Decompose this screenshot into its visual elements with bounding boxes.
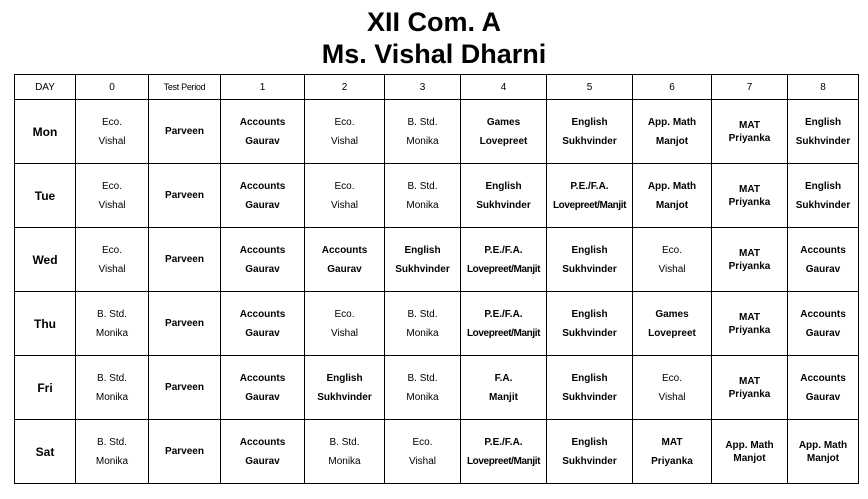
period-cell bbox=[221, 420, 305, 484]
table-row bbox=[15, 164, 859, 228]
period-cell bbox=[385, 420, 461, 484]
subject-label: Eco. bbox=[661, 244, 682, 256]
period-cell bbox=[633, 292, 712, 356]
teacher-label: Priyanka bbox=[728, 388, 771, 400]
teacher-label: Priyanka bbox=[728, 132, 771, 144]
subject-label: Eco. bbox=[334, 116, 355, 128]
subject-label: B. Std. bbox=[96, 372, 127, 384]
subject-label: P.E./F.A. bbox=[484, 244, 523, 256]
subject-label: Parveen bbox=[165, 126, 204, 137]
period-cell bbox=[633, 100, 712, 164]
subject-label: Eco. bbox=[412, 436, 433, 448]
subject-label: English bbox=[804, 180, 842, 192]
period-cell bbox=[76, 100, 149, 164]
teacher-label: Lovepreet bbox=[479, 135, 528, 147]
teacher-label: Priyanka bbox=[728, 196, 771, 208]
period-cell bbox=[149, 100, 221, 164]
header-cell: 5 bbox=[547, 75, 633, 100]
subject-label: B. Std. bbox=[407, 372, 438, 384]
period-cell bbox=[547, 292, 633, 356]
subject-label: Accounts bbox=[239, 244, 286, 256]
subject-label: MAT bbox=[739, 247, 760, 259]
table-row bbox=[15, 292, 859, 356]
teacher-label: Vishal bbox=[658, 263, 686, 275]
period-cell bbox=[712, 100, 788, 164]
teacher-label: Sukhvinder bbox=[562, 135, 617, 147]
teacher-label: Sukhvinder bbox=[795, 199, 851, 211]
teacher-label: Lovepreet/Manjit bbox=[466, 455, 541, 467]
teacher-label: Priyanka bbox=[728, 324, 771, 336]
subject-label: MAT bbox=[739, 183, 760, 195]
table-row bbox=[15, 356, 859, 420]
teacher-label: Gaurav bbox=[245, 391, 280, 403]
subject-label: App. Math bbox=[798, 439, 848, 451]
page-subtitle: Ms. Vishal Dharni bbox=[321, 39, 547, 69]
period-cell bbox=[788, 292, 859, 356]
teacher-label: Monika bbox=[406, 199, 439, 211]
timetable bbox=[14, 74, 859, 484]
teacher-label: Gaurav bbox=[245, 455, 280, 467]
subject-label: English bbox=[571, 436, 608, 448]
subject-label: Parveen bbox=[165, 382, 204, 393]
teacher-label: Vishal bbox=[408, 455, 437, 467]
period-cell bbox=[633, 164, 712, 228]
period-cell bbox=[221, 164, 305, 228]
teacher-label: Manjot bbox=[655, 199, 689, 211]
period-cell bbox=[305, 356, 385, 420]
header-cell: 0 bbox=[76, 75, 149, 100]
subject-label: Eco. bbox=[334, 308, 355, 320]
table-row bbox=[15, 420, 859, 484]
period-cell bbox=[76, 228, 149, 292]
teacher-label: Gaurav bbox=[245, 327, 280, 339]
header-cell: 8 bbox=[788, 75, 859, 100]
teacher-label: Monika bbox=[95, 327, 129, 339]
day-cell: Tue bbox=[15, 164, 76, 228]
period-cell bbox=[633, 420, 712, 484]
subject-label: B. Std. bbox=[407, 308, 438, 320]
subject-label: Games bbox=[655, 308, 689, 320]
subject-label: App. Math bbox=[725, 439, 774, 451]
title-block bbox=[0, 6, 868, 70]
teacher-label: Sukhvinder bbox=[317, 391, 372, 403]
period-cell bbox=[633, 228, 712, 292]
subject-label: App. Math bbox=[647, 180, 697, 192]
teacher-label: Lovepreet/Manjit bbox=[466, 327, 541, 339]
subject-label: MAT bbox=[661, 436, 683, 448]
table-row bbox=[15, 100, 859, 164]
teacher-label: Manjot bbox=[733, 452, 766, 464]
period-cell bbox=[149, 420, 221, 484]
subject-label: English bbox=[571, 308, 608, 320]
subject-label: B. Std. bbox=[96, 308, 127, 320]
subject-label: English bbox=[571, 244, 608, 256]
period-cell bbox=[788, 164, 859, 228]
subject-label: Accounts bbox=[800, 372, 846, 384]
teacher-label: Manjit bbox=[489, 391, 518, 403]
period-cell bbox=[461, 228, 547, 292]
subject-label: MAT bbox=[739, 311, 760, 323]
subject-label: English bbox=[804, 116, 842, 128]
subject-label: Eco. bbox=[334, 180, 355, 192]
period-cell bbox=[547, 100, 633, 164]
teacher-label: Gaurav bbox=[245, 135, 280, 147]
period-cell bbox=[633, 356, 712, 420]
teacher-label: Gaurav bbox=[805, 263, 841, 275]
period-cell bbox=[547, 228, 633, 292]
teacher-label: Monika bbox=[95, 391, 129, 403]
teacher-label: Monika bbox=[95, 455, 129, 467]
teacher-label: Gaurav bbox=[805, 327, 841, 339]
teacher-label: Monika bbox=[406, 327, 439, 339]
period-cell bbox=[385, 228, 461, 292]
subject-label: P.E./F.A. bbox=[484, 308, 523, 320]
subject-label: Eco. bbox=[101, 180, 122, 192]
period-cell bbox=[76, 420, 149, 484]
teacher-label: Sukhvinder bbox=[562, 263, 617, 275]
teacher-label: Gaurav bbox=[327, 263, 362, 275]
subject-label: English bbox=[404, 244, 441, 256]
subject-label: English bbox=[326, 372, 363, 384]
teacher-label: Monika bbox=[406, 391, 439, 403]
teacher-label: Priyanka bbox=[728, 260, 771, 272]
subject-label: B. Std. bbox=[407, 180, 438, 192]
header-row bbox=[15, 75, 859, 100]
period-cell bbox=[149, 228, 221, 292]
subject-label: MAT bbox=[739, 375, 760, 387]
teacher-label: Vishal bbox=[330, 135, 359, 147]
period-cell bbox=[305, 292, 385, 356]
teacher-label: Lovepreet/Manjit bbox=[552, 199, 627, 211]
period-cell bbox=[76, 164, 149, 228]
period-cell bbox=[547, 420, 633, 484]
subject-label: Accounts bbox=[800, 308, 846, 320]
teacher-label: Vishal bbox=[330, 327, 359, 339]
header-cell: Test Period bbox=[149, 75, 221, 100]
subject-label: B. Std. bbox=[96, 436, 127, 448]
subject-label: Eco. bbox=[661, 372, 682, 384]
header-cell: 2 bbox=[305, 75, 385, 100]
period-cell bbox=[788, 420, 859, 484]
header-cell: DAY bbox=[15, 75, 76, 100]
teacher-label: Priyanka bbox=[651, 455, 693, 467]
subject-label: Accounts bbox=[321, 244, 368, 256]
table-row bbox=[15, 228, 859, 292]
subject-label: Accounts bbox=[239, 372, 286, 384]
period-cell bbox=[788, 228, 859, 292]
period-cell bbox=[712, 164, 788, 228]
subject-label: Eco. bbox=[101, 116, 122, 128]
subject-label: P.E./F.A. bbox=[570, 180, 609, 192]
subject-label: Accounts bbox=[239, 116, 286, 128]
teacher-label: Sukhvinder bbox=[562, 455, 617, 467]
period-cell bbox=[305, 164, 385, 228]
period-cell bbox=[305, 100, 385, 164]
period-cell bbox=[712, 420, 788, 484]
period-cell bbox=[385, 356, 461, 420]
period-cell bbox=[385, 292, 461, 356]
header-cell: 3 bbox=[385, 75, 461, 100]
header-cell: 6 bbox=[633, 75, 712, 100]
period-cell bbox=[221, 356, 305, 420]
teacher-label: Monika bbox=[328, 455, 361, 467]
subject-label: Parveen bbox=[165, 446, 204, 457]
teacher-label: Vishal bbox=[658, 391, 686, 403]
subject-label: P.E./F.A. bbox=[484, 436, 523, 448]
teacher-label: Vishal bbox=[330, 199, 359, 211]
subject-label: English bbox=[485, 180, 522, 192]
period-cell bbox=[712, 292, 788, 356]
subject-label: App. Math bbox=[647, 116, 697, 128]
subject-label: B. Std. bbox=[407, 116, 438, 128]
teacher-label: Monika bbox=[406, 135, 439, 147]
subject-label: F.A. bbox=[494, 372, 513, 384]
subject-label: Parveen bbox=[165, 254, 204, 265]
period-cell bbox=[461, 100, 547, 164]
period-cell bbox=[305, 420, 385, 484]
teacher-label: Manjot bbox=[806, 452, 840, 464]
teacher-label: Vishal bbox=[98, 263, 126, 275]
period-cell bbox=[712, 356, 788, 420]
teacher-label: Vishal bbox=[98, 135, 126, 147]
period-cell bbox=[461, 356, 547, 420]
day-cell: Fri bbox=[15, 356, 76, 420]
period-cell bbox=[461, 164, 547, 228]
period-cell bbox=[221, 228, 305, 292]
period-cell bbox=[385, 164, 461, 228]
period-cell bbox=[461, 420, 547, 484]
subject-label: Parveen bbox=[165, 318, 204, 329]
period-cell bbox=[547, 356, 633, 420]
teacher-label: Sukhvinder bbox=[476, 199, 531, 211]
period-cell bbox=[788, 100, 859, 164]
period-cell bbox=[385, 100, 461, 164]
period-cell bbox=[547, 164, 633, 228]
teacher-label: Gaurav bbox=[805, 391, 841, 403]
day-cell: Mon bbox=[15, 100, 76, 164]
teacher-label: Sukhvinder bbox=[562, 327, 617, 339]
subject-label: Accounts bbox=[239, 180, 286, 192]
subject-label: Accounts bbox=[800, 244, 846, 256]
header-cell: 1 bbox=[221, 75, 305, 100]
day-cell: Sat bbox=[15, 420, 76, 484]
teacher-label: Sukhvinder bbox=[795, 135, 851, 147]
subject-label: Eco. bbox=[101, 244, 122, 256]
teacher-label: Gaurav bbox=[245, 263, 280, 275]
subject-label: English bbox=[571, 116, 608, 128]
subject-label: MAT bbox=[739, 119, 760, 131]
subject-label: Accounts bbox=[239, 436, 286, 448]
period-cell bbox=[149, 292, 221, 356]
period-cell bbox=[221, 100, 305, 164]
subject-label: Accounts bbox=[239, 308, 286, 320]
teacher-label: Sukhvinder bbox=[562, 391, 617, 403]
subject-label: English bbox=[571, 372, 608, 384]
teacher-label: Lovepreet/Manjit bbox=[466, 263, 541, 275]
day-cell: Thu bbox=[15, 292, 76, 356]
period-cell bbox=[712, 228, 788, 292]
subject-label: Games bbox=[486, 116, 521, 128]
teacher-label: Gaurav bbox=[245, 199, 280, 211]
subject-label: B. Std. bbox=[329, 436, 360, 448]
period-cell bbox=[305, 228, 385, 292]
period-cell bbox=[76, 292, 149, 356]
day-cell: Wed bbox=[15, 228, 76, 292]
page-title: XII Com. A bbox=[366, 7, 501, 37]
teacher-label: Lovepreet bbox=[648, 327, 696, 339]
period-cell bbox=[221, 292, 305, 356]
period-cell bbox=[461, 292, 547, 356]
period-cell bbox=[149, 164, 221, 228]
subject-label: Parveen bbox=[165, 190, 204, 201]
period-cell bbox=[788, 356, 859, 420]
header-cell: 7 bbox=[712, 75, 788, 100]
teacher-label: Manjot bbox=[655, 135, 689, 147]
teacher-label: Vishal bbox=[98, 199, 126, 211]
period-cell bbox=[149, 356, 221, 420]
header-cell: 4 bbox=[461, 75, 547, 100]
teacher-label: Sukhvinder bbox=[395, 263, 450, 275]
timetable-body bbox=[15, 75, 859, 484]
period-cell bbox=[76, 356, 149, 420]
